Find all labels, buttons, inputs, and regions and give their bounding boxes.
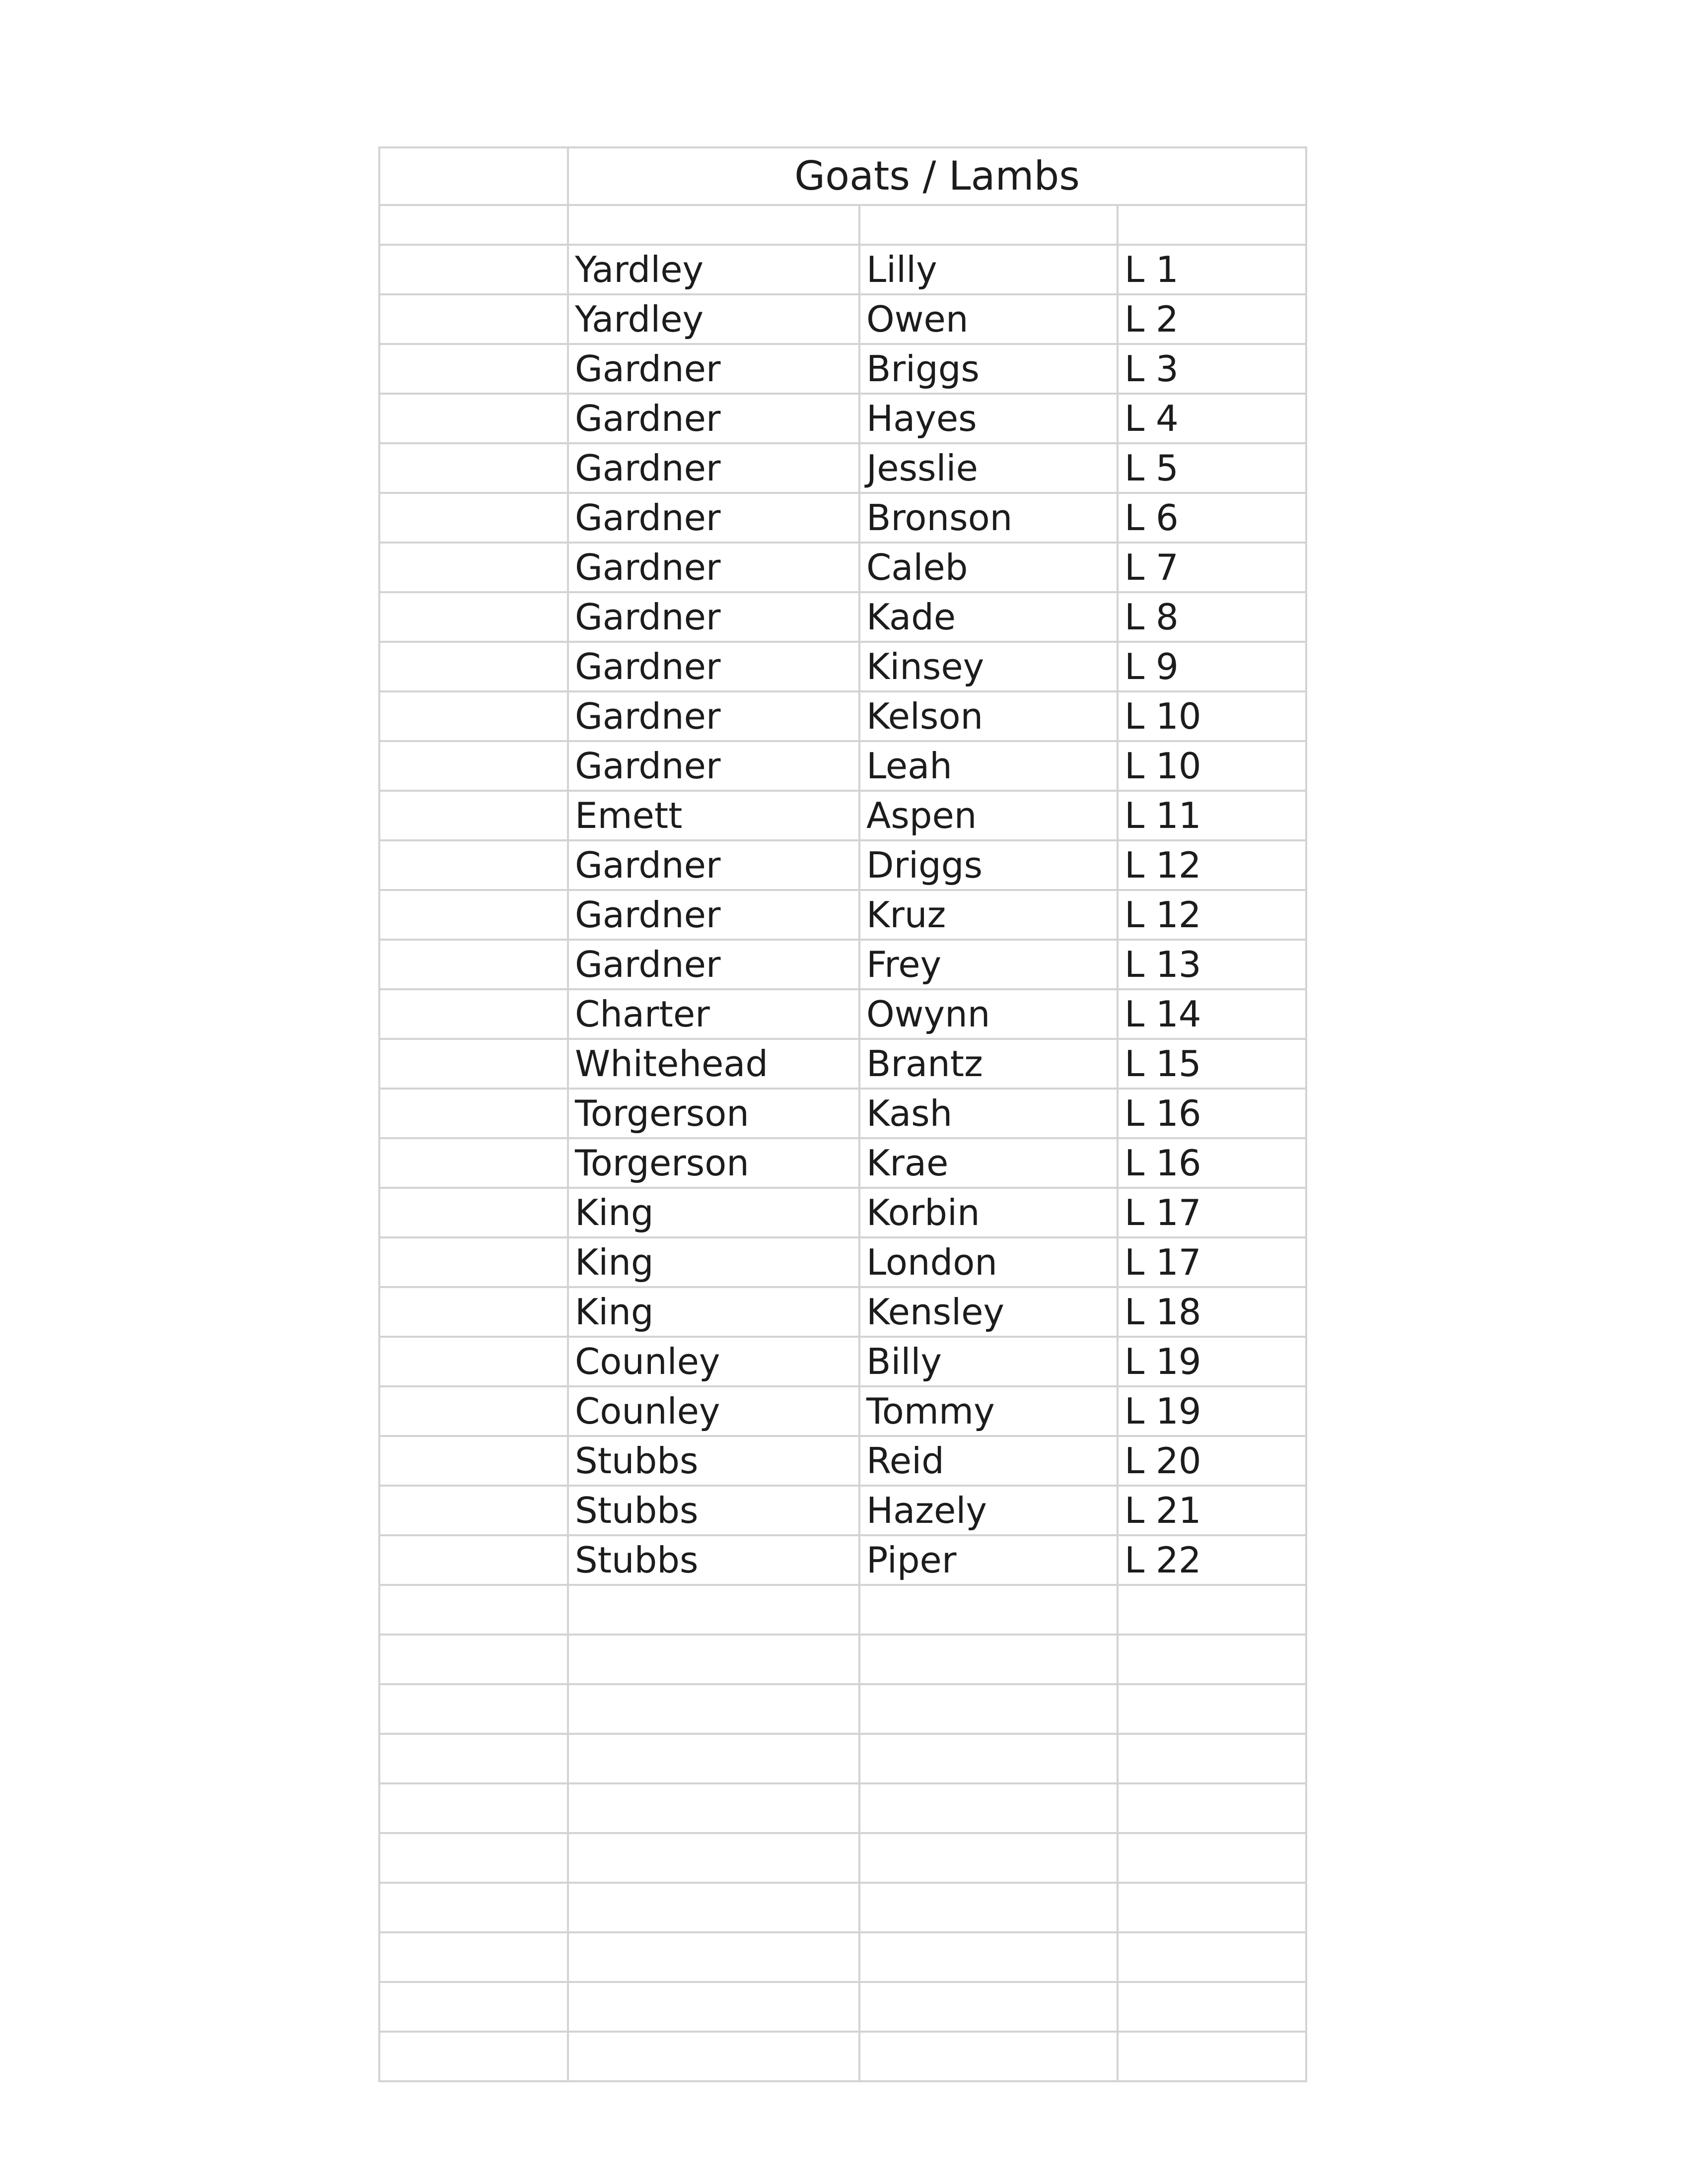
table-row [379, 1386, 1306, 1436]
table-row [379, 989, 1306, 1039]
animal-name-cell: Korbin [859, 1188, 1118, 1237]
table-row [379, 245, 1306, 294]
family-cell: Stubbs [568, 1486, 859, 1535]
family-cell: Gardner [568, 394, 859, 443]
empty-cell [1118, 1932, 1306, 1982]
lot-cell: L 19 [1118, 1386, 1306, 1436]
lot-cell: L 4 [1118, 394, 1306, 443]
empty-cell [1118, 1883, 1306, 1932]
table-row [379, 1237, 1306, 1287]
lot-cell: L 19 [1118, 1337, 1306, 1386]
animal-name-cell: London [859, 1237, 1118, 1287]
empty-cell [568, 1932, 859, 1982]
empty-cell [568, 1883, 859, 1932]
empty-cell [379, 791, 568, 840]
table-row [379, 1436, 1306, 1486]
family-cell: Gardner [568, 543, 859, 592]
animal-name-cell: Briggs [859, 344, 1118, 394]
animal-name-cell: Kinsey [859, 642, 1118, 691]
family-cell: Gardner [568, 940, 859, 989]
lot-cell: L 15 [1118, 1039, 1306, 1089]
empty-cell [568, 1684, 859, 1734]
animal-name-cell: Bronson [859, 493, 1118, 543]
empty-cell [379, 1585, 568, 1635]
animal-name-cell: Tommy [859, 1386, 1118, 1436]
table-row [379, 890, 1306, 940]
lot-cell: L 13 [1118, 940, 1306, 989]
empty-cell [859, 1932, 1118, 1982]
lot-cell: L 22 [1118, 1535, 1306, 1585]
animal-name-cell: Kash [859, 1089, 1118, 1138]
family-cell: Torgerson [568, 1138, 859, 1188]
lot-cell: L 17 [1118, 1188, 1306, 1237]
empty-cell [859, 1833, 1118, 1883]
lot-cell: L 1 [1118, 245, 1306, 294]
lot-cell: L 12 [1118, 890, 1306, 940]
empty-cell [379, 394, 568, 443]
family-cell: Gardner [568, 443, 859, 493]
lot-cell: L 11 [1118, 791, 1306, 840]
empty-cell [859, 1684, 1118, 1734]
lot-cell: L 6 [1118, 493, 1306, 543]
empty-cell [859, 1734, 1118, 1783]
empty-cell [1118, 1982, 1306, 2032]
empty-cell [859, 1982, 1118, 2032]
table-row [379, 1089, 1306, 1138]
family-cell: King [568, 1237, 859, 1287]
empty-cell [379, 1337, 568, 1386]
lot-cell: L 18 [1118, 1287, 1306, 1337]
empty-cell [379, 741, 568, 791]
empty-cell [568, 2032, 859, 2081]
empty-cell [379, 1932, 568, 1982]
empty-cell [379, 1089, 568, 1138]
empty-cell [1118, 1833, 1306, 1883]
table-row [379, 642, 1306, 691]
family-cell: Gardner [568, 741, 859, 791]
family-cell: Gardner [568, 592, 859, 642]
table-row [379, 294, 1306, 344]
empty-cell [379, 1436, 568, 1486]
empty-cell [379, 294, 568, 344]
empty-cell [379, 1287, 568, 1337]
empty-cell [379, 1883, 568, 1932]
animal-name-cell: Kelson [859, 691, 1118, 741]
empty-cell [568, 205, 859, 245]
family-cell: Gardner [568, 691, 859, 741]
animal-name-cell: Caleb [859, 543, 1118, 592]
empty-cell [379, 840, 568, 890]
empty-cell [379, 691, 568, 741]
empty-cell [379, 2032, 568, 2081]
empty-cell [1118, 1684, 1306, 1734]
table-row [379, 741, 1306, 791]
empty-cell [379, 1684, 568, 1734]
empty-cell [379, 1734, 568, 1783]
lot-cell: L 16 [1118, 1138, 1306, 1188]
lot-cell: L 20 [1118, 1436, 1306, 1486]
empty-cell [379, 642, 568, 691]
table-row [379, 592, 1306, 642]
animal-name-cell: Leah [859, 741, 1118, 791]
animal-name-cell: Kensley [859, 1287, 1118, 1337]
empty-row [379, 1585, 1306, 1635]
empty-cell [568, 1585, 859, 1635]
empty-cell [859, 1585, 1118, 1635]
empty-cell [379, 344, 568, 394]
family-cell: Yardley [568, 294, 859, 344]
empty-cell [379, 1138, 568, 1188]
empty-row [379, 1883, 1306, 1932]
empty-row [379, 1783, 1306, 1833]
animal-name-cell: Kade [859, 592, 1118, 642]
animal-name-cell: Piper [859, 1535, 1118, 1585]
spacer-row [379, 205, 1306, 245]
animal-name-cell: Aspen [859, 791, 1118, 840]
table-row [379, 394, 1306, 443]
empty-cell [379, 1386, 568, 1436]
table-row [379, 691, 1306, 741]
animal-name-cell: Jesslie [859, 443, 1118, 493]
lot-cell: L 12 [1118, 840, 1306, 890]
table-row [379, 1287, 1306, 1337]
empty-cell [379, 1833, 568, 1883]
empty-cell [1118, 1585, 1306, 1635]
empty-cell [379, 890, 568, 940]
empty-cell [379, 205, 568, 245]
lot-cell: L 21 [1118, 1486, 1306, 1535]
empty-cell [859, 1883, 1118, 1932]
empty-cell [379, 493, 568, 543]
empty-cell [568, 1783, 859, 1833]
empty-row [379, 1932, 1306, 1982]
table-row [379, 344, 1306, 394]
empty-cell [1118, 2032, 1306, 2081]
lot-cell: L 10 [1118, 741, 1306, 791]
family-cell: Torgerson [568, 1089, 859, 1138]
lot-cell: L 17 [1118, 1237, 1306, 1287]
animal-name-cell: Hayes [859, 394, 1118, 443]
empty-row [379, 1635, 1306, 1684]
empty-cell [379, 592, 568, 642]
empty-cell [379, 147, 568, 205]
family-cell: Stubbs [568, 1535, 859, 1585]
empty-cell [568, 1982, 859, 2032]
empty-cell [379, 443, 568, 493]
lot-cell: L 3 [1118, 344, 1306, 394]
empty-cell [568, 1833, 859, 1883]
table-row [379, 1188, 1306, 1237]
family-cell: Emett [568, 791, 859, 840]
family-cell: Gardner [568, 642, 859, 691]
table-body [379, 147, 1306, 2081]
empty-row [379, 2032, 1306, 2081]
title-row [379, 147, 1306, 205]
family-cell: King [568, 1287, 859, 1337]
table-row [379, 543, 1306, 592]
animal-name-cell: Hazely [859, 1486, 1118, 1535]
animal-name-cell: Brantz [859, 1039, 1118, 1089]
lot-cell: L 16 [1118, 1089, 1306, 1138]
animal-name-cell: Kruz [859, 890, 1118, 940]
animal-name-cell: Owynn [859, 989, 1118, 1039]
lot-cell: L 14 [1118, 989, 1306, 1039]
table-row [379, 1486, 1306, 1535]
family-cell: Whitehead [568, 1039, 859, 1089]
lot-cell: L 8 [1118, 592, 1306, 642]
family-cell: Gardner [568, 890, 859, 940]
empty-row [379, 1734, 1306, 1783]
lot-cell: L 10 [1118, 691, 1306, 741]
animal-name-cell: Reid [859, 1436, 1118, 1486]
table-row [379, 1039, 1306, 1089]
animal-name-cell: Lilly [859, 245, 1118, 294]
empty-cell [379, 940, 568, 989]
table-row [379, 1138, 1306, 1188]
empty-cell [568, 1734, 859, 1783]
empty-cell [859, 1635, 1118, 1684]
empty-cell [568, 1635, 859, 1684]
empty-cell [859, 2032, 1118, 2081]
sheet-title: Goats / Lambs [568, 147, 1306, 205]
empty-cell [379, 1486, 568, 1535]
empty-cell [379, 1535, 568, 1585]
empty-cell [1118, 1734, 1306, 1783]
lot-cell: L 9 [1118, 642, 1306, 691]
table-row [379, 791, 1306, 840]
table-row [379, 1337, 1306, 1386]
empty-cell [859, 205, 1118, 245]
empty-cell [379, 543, 568, 592]
animal-name-cell: Frey [859, 940, 1118, 989]
table-row [379, 940, 1306, 989]
lot-cell: L 7 [1118, 543, 1306, 592]
lot-cell: L 5 [1118, 443, 1306, 493]
empty-cell [379, 1783, 568, 1833]
table-row [379, 493, 1306, 543]
family-cell: Yardley [568, 245, 859, 294]
table-row [379, 443, 1306, 493]
goats-lambs-table [378, 146, 1307, 2082]
family-cell: King [568, 1188, 859, 1237]
empty-row [379, 1833, 1306, 1883]
family-cell: Counley [568, 1386, 859, 1436]
empty-cell [1118, 1635, 1306, 1684]
table-row [379, 1535, 1306, 1585]
empty-cell [1118, 1783, 1306, 1833]
family-cell: Counley [568, 1337, 859, 1386]
animal-name-cell: Krae [859, 1138, 1118, 1188]
empty-cell [379, 989, 568, 1039]
family-cell: Charter [568, 989, 859, 1039]
empty-cell [1118, 205, 1306, 245]
table-row [379, 840, 1306, 890]
animal-name-cell: Billy [859, 1337, 1118, 1386]
animal-name-cell: Owen [859, 294, 1118, 344]
empty-cell [859, 1783, 1118, 1833]
lot-cell: L 2 [1118, 294, 1306, 344]
empty-cell [379, 1982, 568, 2032]
family-cell: Gardner [568, 344, 859, 394]
empty-cell [379, 1635, 568, 1684]
empty-cell [379, 1237, 568, 1287]
family-cell: Stubbs [568, 1436, 859, 1486]
family-cell: Gardner [568, 493, 859, 543]
family-cell: Gardner [568, 840, 859, 890]
empty-cell [379, 1039, 568, 1089]
empty-row [379, 1684, 1306, 1734]
animal-name-cell: Driggs [859, 840, 1118, 890]
empty-cell [379, 1188, 568, 1237]
empty-row [379, 1982, 1306, 2032]
empty-cell [379, 245, 568, 294]
